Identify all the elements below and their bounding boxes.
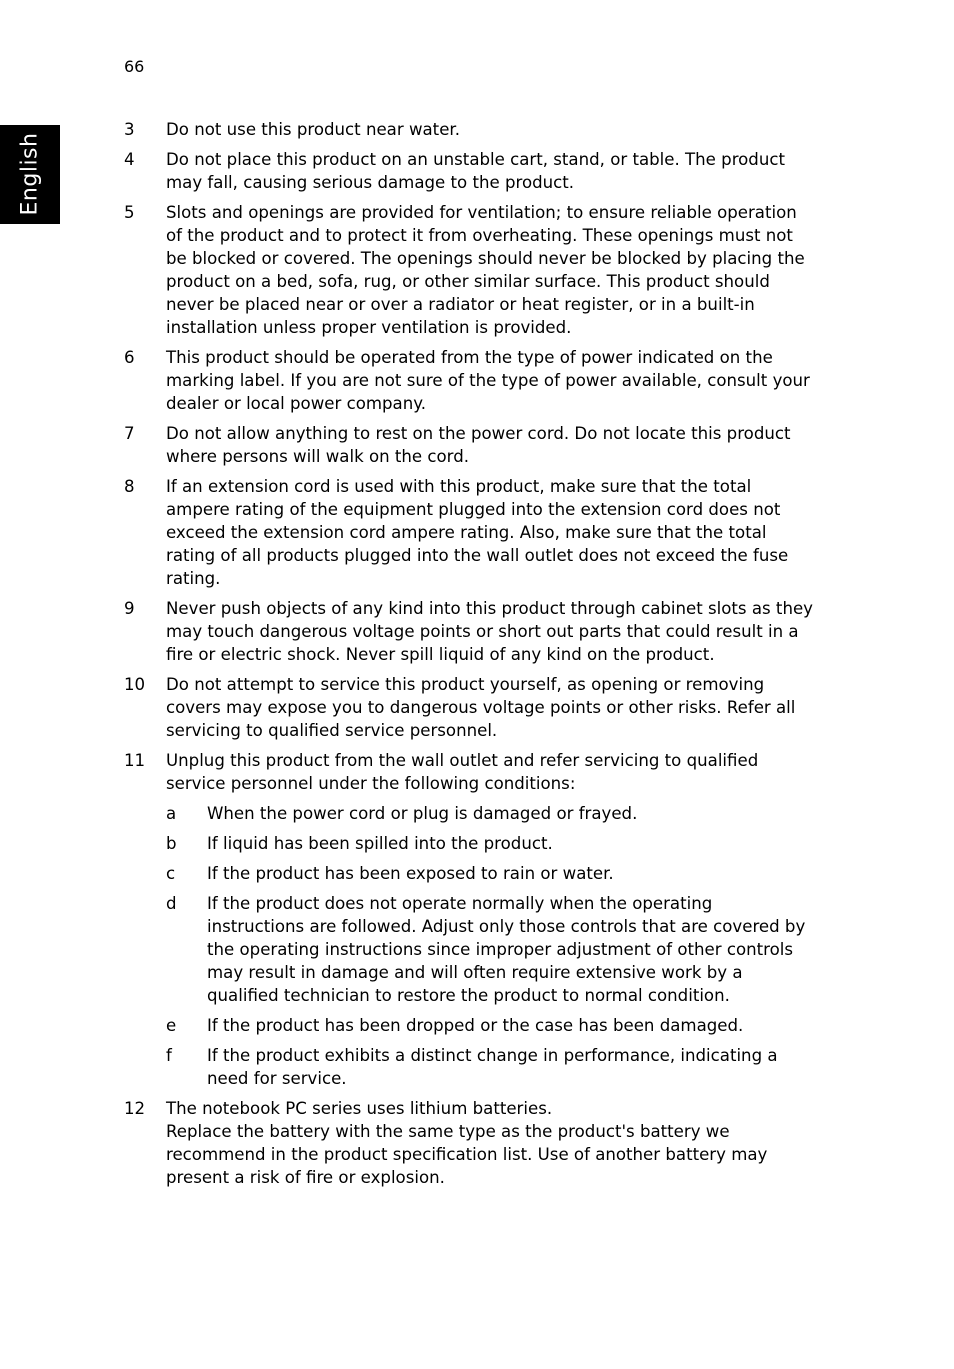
condition-text: If the product exhibits a distinct change in performance, indicating a need for service.: [207, 1046, 778, 1088]
item-text: The notebook PC series uses lithium batteries.: [166, 1099, 553, 1118]
item-number: 12: [124, 1099, 146, 1118]
item-text: Do not attempt to service this product yourself, as opening or removing covers may expose you to dangerous voltage points or other risks. Refer all servicing to qualified service personnel.: [166, 675, 796, 740]
condition-letter: f: [166, 1046, 172, 1065]
condition-text: If liquid has been spilled into the product.: [207, 834, 553, 853]
list-item: [124, 673, 814, 742]
list-item: [124, 749, 814, 1090]
condition-item: [166, 892, 814, 1007]
page-number: 66: [124, 57, 145, 76]
condition-letter: b: [166, 834, 177, 853]
condition-item: [166, 832, 814, 855]
item-text: Do not use this product near water.: [166, 120, 460, 139]
language-tab: [0, 125, 60, 224]
item-text: If an extension cord is used with this product, make sure that the total ampere rating of the equipment plugged into the extension cord does not exceed the extension cord ampere rating. Also, make sure that the total rating of all products plugged into the wall outlet does not exceed the fuse rating.: [166, 477, 789, 588]
condition-letter: a: [166, 804, 177, 823]
condition-item: [166, 1014, 814, 1037]
list-item: [124, 148, 814, 194]
list-item: [124, 346, 814, 415]
condition-letter: c: [166, 864, 176, 883]
condition-text: When the power cord or plug is damaged or frayed.: [207, 804, 638, 823]
item-number: 3: [124, 120, 135, 139]
item-text-continued: Replace the battery with the same type as the product's battery we recommend in the product specification list. Use of another battery may present a risk of fire or explosion.: [166, 1122, 768, 1187]
item-text: Never push objects of any kind into this product through cabinet slots as they may touch dangerous voltage points or short out parts that could result in a fire or electric shock. Never spill liquid of any kind on the product.: [166, 599, 813, 664]
item-number: 5: [124, 203, 135, 222]
item-number: 11: [124, 751, 146, 770]
list-item: [124, 201, 814, 339]
safety-instructions-list: [124, 118, 814, 1196]
condition-text: If the product has been exposed to rain or water.: [207, 864, 614, 883]
condition-item: [166, 862, 814, 885]
item-number: 6: [124, 348, 135, 367]
list-item: [124, 1097, 814, 1189]
condition-text: If the product has been dropped or the case has been damaged.: [207, 1016, 744, 1035]
conditions-list: [166, 802, 814, 1090]
item-text: Do not allow anything to rest on the power cord. Do not locate this product where persons will walk on the cord.: [166, 424, 791, 466]
condition-letter: d: [166, 894, 177, 913]
language-tab-label: English: [17, 132, 43, 216]
list-item: [124, 118, 814, 141]
condition-letter: e: [166, 1016, 177, 1035]
item-text: Do not place this product on an unstable cart, stand, or table. The product may fall, causing serious damage to the product.: [166, 150, 785, 192]
item-text: This product should be operated from the type of power indicated on the marking label. If you are not sure of the type of power available, consult your dealer or local power company.: [166, 348, 810, 413]
condition-item: [166, 802, 814, 825]
condition-item: [166, 1044, 814, 1090]
condition-text: If the product does not operate normally when the operating instructions are followed. Adjust only those controls that are covered by the operating instructions since improper adjustment of other controls may result in damage and will often require extensive work by a qualified technician to restore the product to normal condition.: [207, 894, 806, 1005]
list-item: [124, 475, 814, 590]
item-number: 4: [124, 150, 135, 169]
list-item: [124, 422, 814, 468]
item-number: 7: [124, 424, 135, 443]
list-item: [124, 597, 814, 666]
item-text: Slots and openings are provided for ventilation; to ensure reliable operation of the product and to protect it from overheating. These openings must not be blocked or covered. The openings should never be blocked by placing the product on a bed, sofa, rug, or other similar surface. This product should never be placed near or over a radiator or heat register, or in a built-in installation unless proper ventilation is provided.: [166, 203, 805, 337]
item-number: 9: [124, 599, 135, 618]
item-number: 8: [124, 477, 135, 496]
item-number: 10: [124, 675, 146, 694]
item-text: Unplug this product from the wall outlet and refer servicing to qualified service personnel under the following conditions:: [166, 751, 759, 793]
